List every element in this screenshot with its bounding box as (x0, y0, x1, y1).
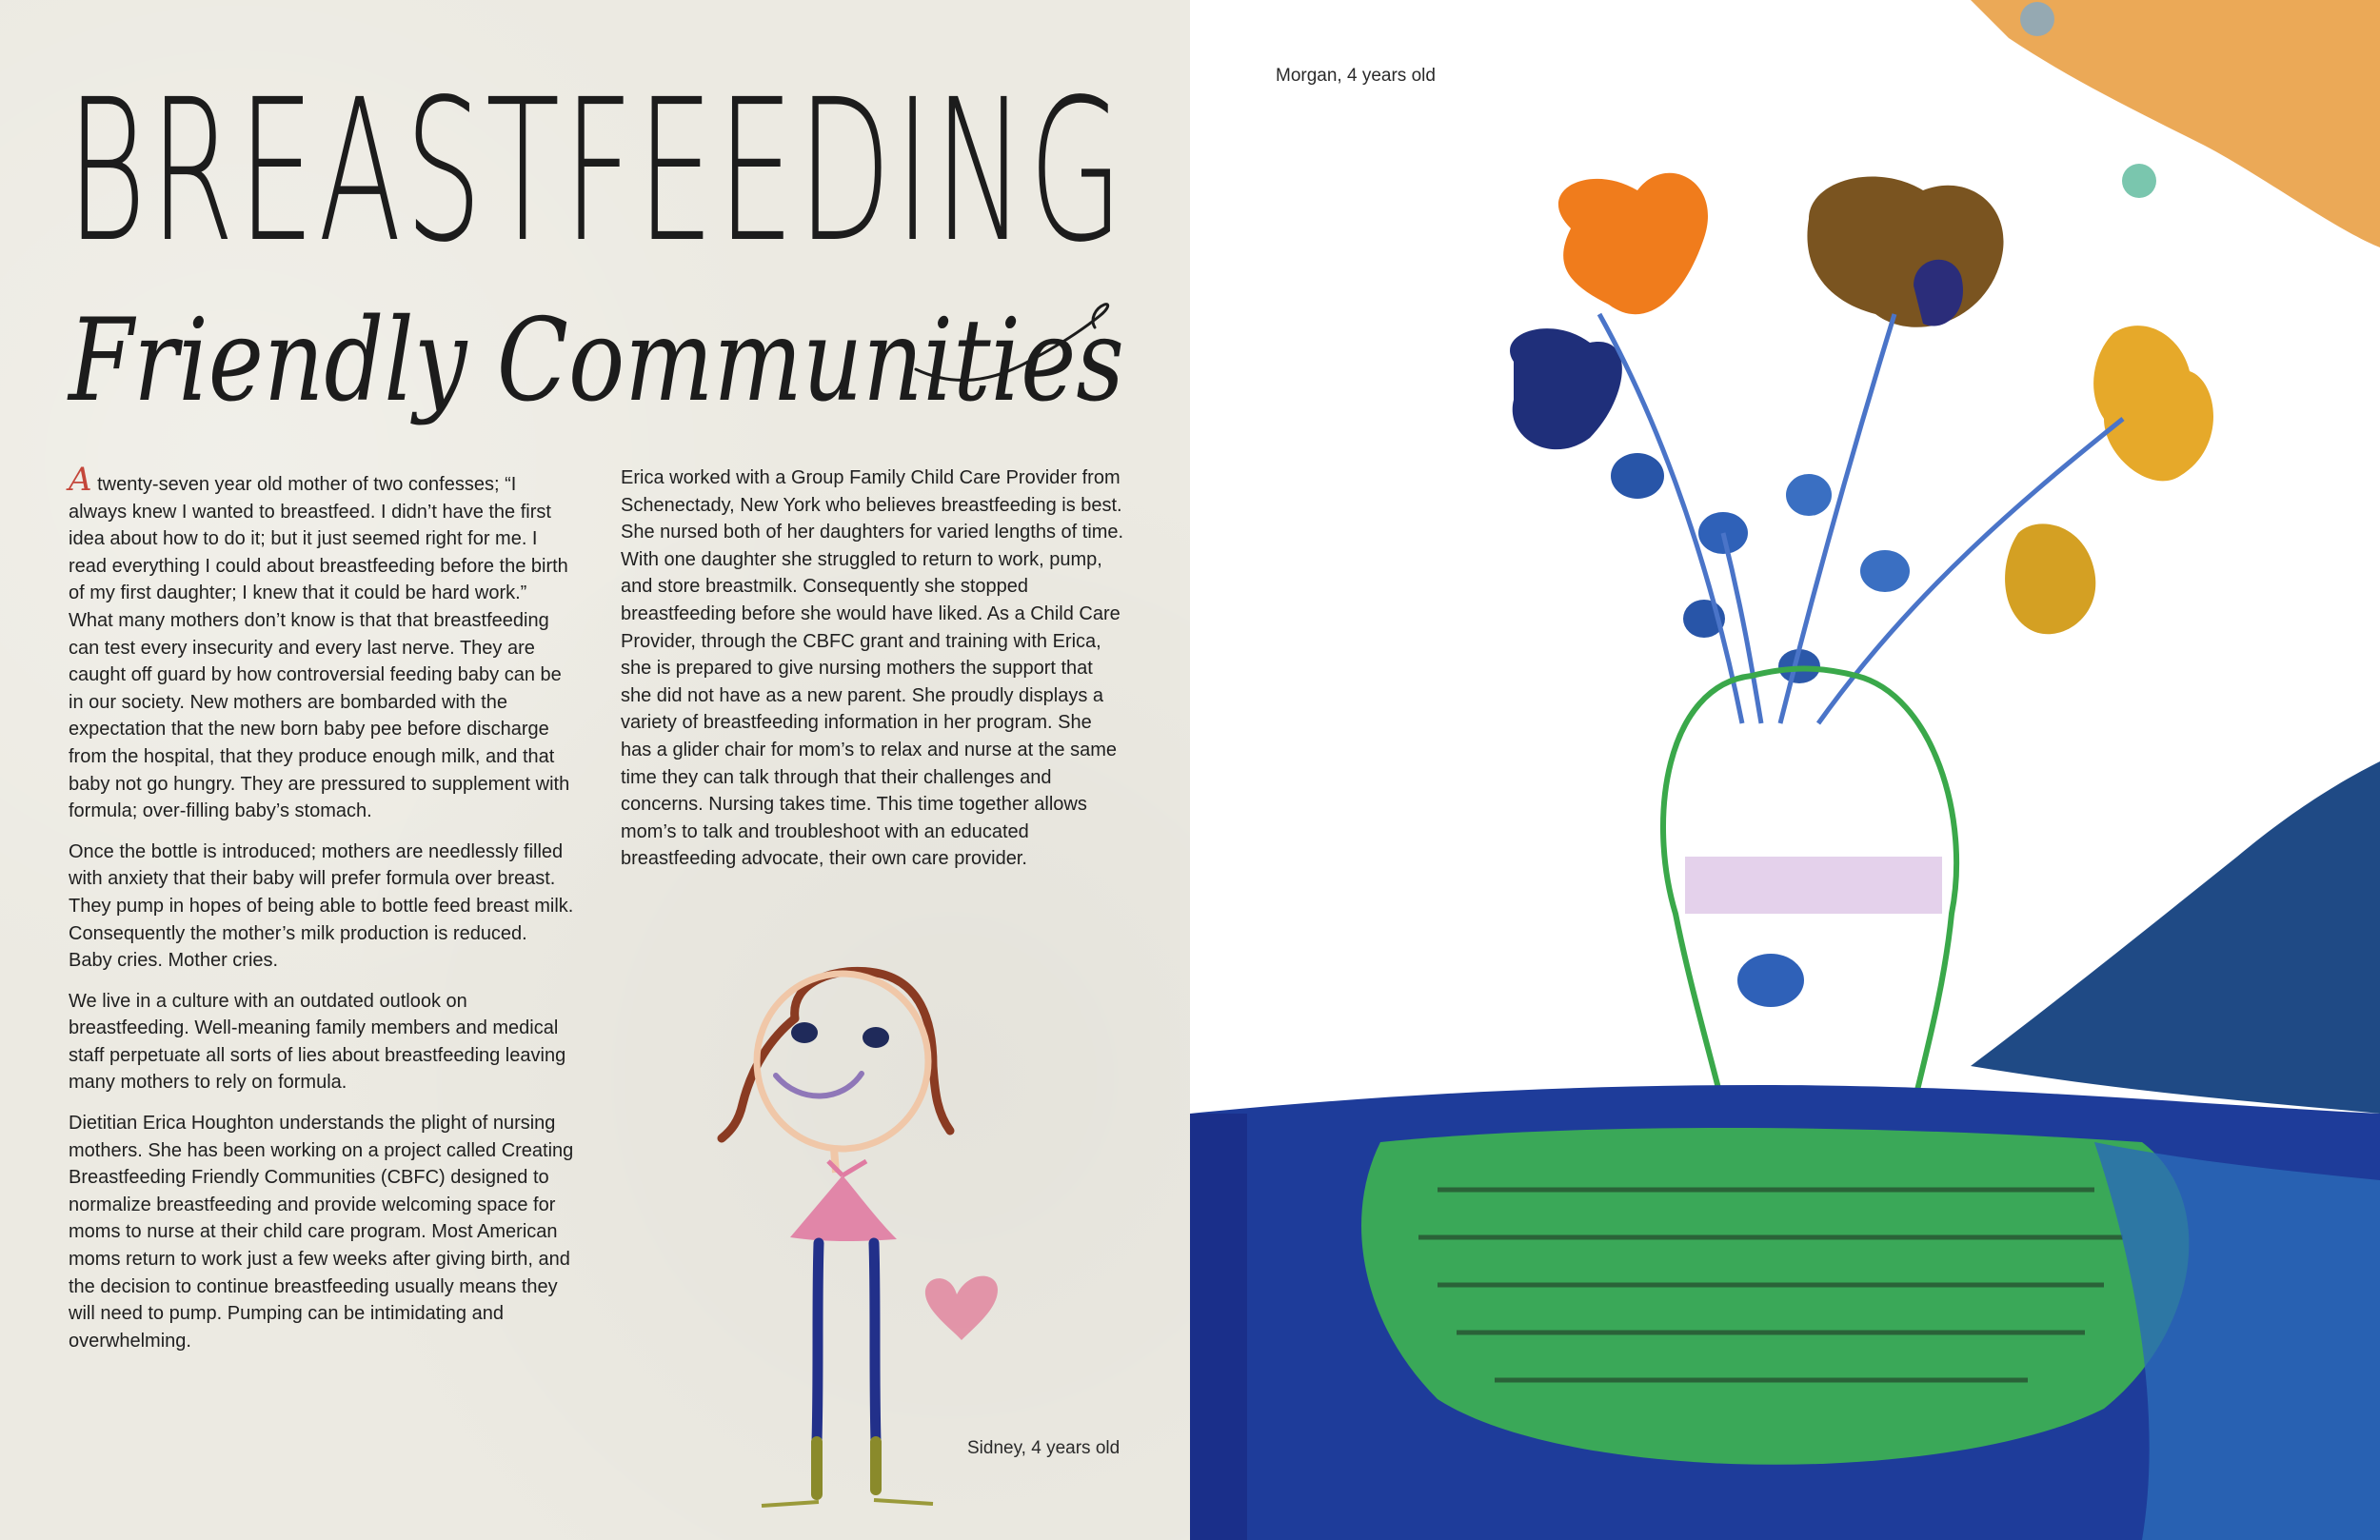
article-paragraph: Once the bottle is introduced; mothers are needlessly filled with anxiety that their baby will prefer formula over breast. They pump in hopes of being able to bottle feed breast milk. Consequently the mother’s milk production is reduced. Baby cries. Mother cries. (69, 840, 574, 972)
title-swash-flourish (914, 295, 1114, 400)
article-paragraph (69, 461, 575, 825)
article-paragraph: Erica worked with a Group Family Child Care Provider from Schenectady, New York who believes breastfeeding is best. She nursed both of her daughters for varied lengths of time. With one daughter she struggled to return to work, pump, and store breastmilk. Consequently she stopped breastfeeding before she would have liked. As a Child Care Provider, through the CBFC grant and training with Erica, she is prepared to give nursing mothers the support that she did not have as a new parent. She proudly displays a variety of breastfeeding information in her program. She has a glider chair for mom’s to relax and nurse at the same time they can talk through that their challenges and concerns. Nursing takes time. This time together allows mom’s to talk and troubleshoot with an educated breastfeeding advocate, their own care provider. (621, 467, 1124, 870)
article-paragraph: We live in a culture with an outdated outlook on breastfeeding. Well-meaning family members and medical staff perpetuate all sorts of lies about breastfeeding leaving many mothers to rely on formula. (69, 990, 566, 1094)
paragraph-text: twenty-seven year old mother of two confesses; “I always knew I wanted to breastfeed. I didn’t have the first idea about how to do it; but it just seemed right for me. I read everything I could about breastfeeding before the birth of my first daughter; I knew that it could be hard work.” What many mothers don’t know is that that breastfeeding can test every insecurity and every last nerve. They are caught off guard by how controversial feeding baby can be in our society. New mothers are bombarded with the expectation that the new born baby pee before discharge from the hospital, that they produce enough milk, and that baby not go hungry. They are pressured to supplement with formula; over-filling baby’s stomach. (69, 474, 570, 822)
drop-cap: A (69, 461, 92, 499)
caption-sidney: Sidney, 4 years old (967, 1438, 1121, 1458)
article-column-right (621, 464, 1125, 886)
article-title: BREASTFEEDING (67, 57, 1127, 286)
article-paragraph: Dietitian Erica Houghton understands the plight of nursing mothers. She has been working on a project called Creating Breastfeeding Friendly Communities (CBFC) designed to normalize breastfeeding and provide welcoming space for moms to nurse at their child care program. Most American moms return to work just a few weeks after giving birth, and the decision to continue breastfeeding usually means they will need to pump. Pumping can be intimidating and overwhelming. (69, 1113, 574, 1352)
caption-morgan: Morgan, 4 years old (1276, 66, 1436, 86)
article-subtitle: Friendly Communities (69, 295, 1124, 427)
morgan-child-drawing (1190, 0, 2380, 1540)
right-page (1190, 0, 2380, 1540)
article-column-left (69, 461, 575, 1368)
